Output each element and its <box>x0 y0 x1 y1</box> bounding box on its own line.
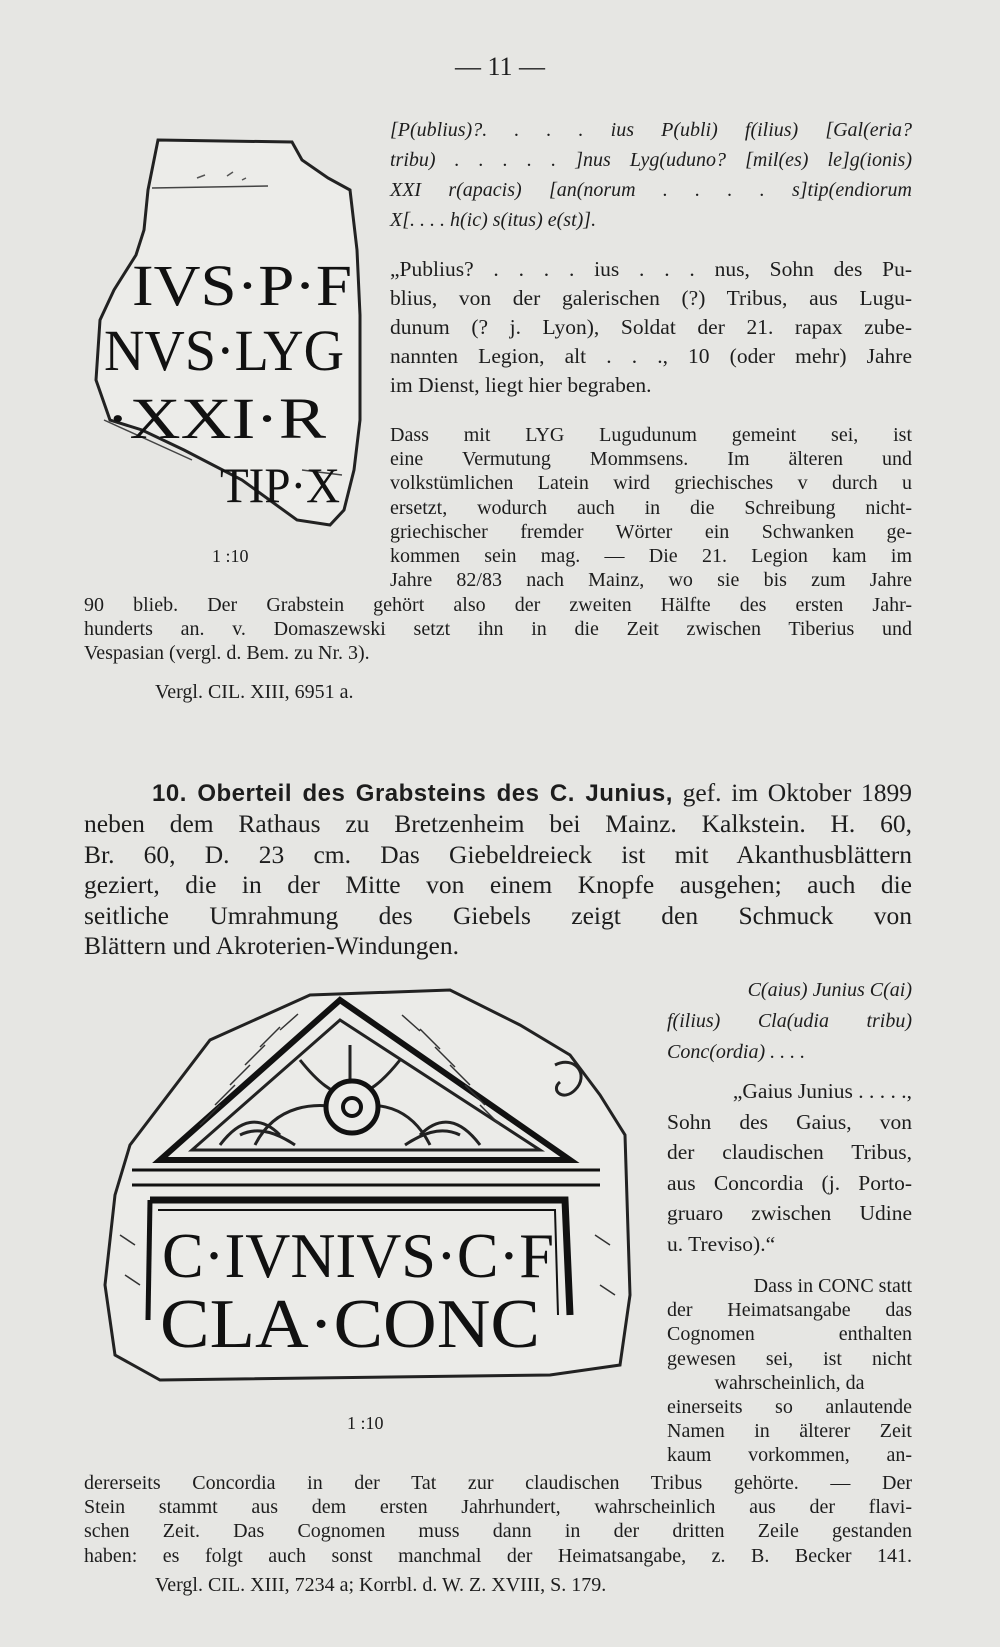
commentary-line: eine Vermutung Mommsens. Im älteren und <box>390 448 912 471</box>
entry9-commentary-full <box>84 593 912 666</box>
commentary-line: dererseits Concordia in der Tat zur claudischen Tribus gehörte. — Der <box>84 1472 912 1494</box>
transcription-line: Conc(ordia) . . . . <box>667 1041 806 1063</box>
entry10-heading-rest: gef. im Oktober 1899 <box>682 778 913 807</box>
commentary-line: wahrscheinlich, da <box>714 1371 865 1394</box>
transcription-line: tribu) . . . . . ]nus Lyg(uduno? [mil(es) le]g(ionis) <box>390 149 912 171</box>
commentary-line: Stein stammt aus dem ersten Jahrhundert, wahrscheinlich aus der flavi- <box>84 1496 912 1519</box>
entry9-reference: Vergl. CIL. XIII, 6951 a. <box>155 681 354 703</box>
entry10-transcription <box>667 975 912 1068</box>
commentary-line: schen Zeit. Das Cognomen muss dann in der dritten Zeile gestanden <box>84 1520 912 1543</box>
commentary-line: Vespasian (vergl. d. Bem. zu Nr. 3). <box>84 642 370 665</box>
commentary-line: griechischer fremder Wörter ein Schwanken ge- <box>390 520 912 543</box>
entry9-commentary-column <box>390 423 912 592</box>
gable-inscription-line-1: C·IVNIVS·C·F <box>162 1220 554 1291</box>
translation-line: „Gaius Junius . . . . ., <box>732 1079 912 1103</box>
inscription-line-1: IVS·P·F <box>132 253 352 318</box>
description-line: Blättern und Akroterien-Windungen. <box>84 931 460 960</box>
figure1-scale-label: 1 :10 <box>212 546 249 566</box>
inscription-line-4: TIP·X <box>220 457 340 513</box>
entry9-translation <box>390 255 912 400</box>
translation-line: nannten Legion, alt . . ., 10 (oder mehr) Jahre <box>390 344 912 368</box>
description-line: Br. 60, D. 23 cm. Das Giebeldreieck ist mit Akanthusblättern <box>84 839 912 869</box>
description-line: geziert, die in der Mitte von einem Knopfe ausgehen; auch die <box>84 870 912 899</box>
commentary-line: kaum vorkommen, an- <box>667 1444 912 1467</box>
commentary-line: einerseits so anlautende <box>667 1396 912 1419</box>
commentary-line: gewesen sei, ist nicht <box>667 1347 912 1370</box>
translation-line: Sohn des Gaius, von <box>667 1109 912 1134</box>
description-line: seitliche Umrahmung des Giebels zeigt den Schmuck von <box>84 900 912 930</box>
translation-line: blius, von der galerischen (?) Tribus, aus Lugu- <box>390 286 912 310</box>
translation-line: u. Treviso).“ <box>667 1231 776 1256</box>
entry10-heading-line <box>152 778 912 810</box>
commentary-line: haben: es folgt auch sonst manchmal der Heimatsangabe, z. B. Becker 141. <box>84 1544 912 1567</box>
entry10-reference: Vergl. CIL. XIII, 7234 a; Korrbl. d. W. Z. XVIII, S. 179. <box>155 1574 607 1596</box>
commentary-line: Cognomen enthalten <box>667 1323 912 1346</box>
translation-line: gruaro zwischen Udine <box>667 1201 912 1225</box>
entry10-description <box>84 809 912 962</box>
commentary-line: Jahre 82/83 nach Mainz, wo sie bis zum Jahre <box>390 569 912 592</box>
translation-line: aus Concordia (j. Porto- <box>667 1170 912 1195</box>
translation-line: der claudischen Tribus, <box>667 1140 912 1164</box>
translation-line: „Publius? . . . . ius . . . nus, Sohn des Pu- <box>390 257 912 281</box>
gable-inscription-line-2: CLA·CONC <box>160 1286 540 1363</box>
transcription-line: f(ilius) Cla(udia tribu) <box>667 1010 912 1032</box>
commentary-line: Dass in CONC statt <box>753 1275 912 1297</box>
transcription-line: C(aius) Junius C(ai) <box>747 979 912 1001</box>
commentary-line: der Heimatsangabe das <box>667 1299 912 1322</box>
gable-stone-drawing <box>100 985 640 1385</box>
inscription-line-2: NVS·LYG <box>104 318 344 383</box>
description-line: neben dem Rathaus zu Bretzenheim bei Mainz. Kalkstein. H. 60, <box>84 809 912 838</box>
transcription-line: X[. . . . h(ic) s(itus) e(st)]. <box>390 209 597 231</box>
commentary-line: ersetzt, wodurch auch in die Schreibung nicht- <box>390 496 912 519</box>
commentary-line: volkstümlichen Latein wird griechisches v durch u <box>390 472 912 495</box>
commentary-line: 90 blieb. Der Grabstein gehört also der zweiten Hälfte des ersten Jahr- <box>84 594 912 616</box>
commentary-line: hunderts an. v. Domaszewski setzt ihn in die Zeit zwischen Tiberius und <box>84 618 912 641</box>
tombstone-fragment-drawing <box>92 130 372 540</box>
entry10-heading: 10. Oberteil des Grabsteins des C. Junius, <box>152 780 673 807</box>
transcription-line: XXI r(apacis) [an(norum . . . . s]tip(endiorum <box>390 179 912 201</box>
page-number: — 11 — <box>454 52 546 81</box>
entry10-translation <box>667 1076 912 1259</box>
entry9-transcription <box>390 115 912 235</box>
translation-line: im Dienst, liegt hier begraben. <box>390 373 652 397</box>
entry10-commentary-full <box>84 1471 912 1568</box>
commentary-line: Namen in älterer Zeit <box>667 1420 912 1443</box>
figure2-scale-label: 1 :10 <box>347 1413 384 1433</box>
translation-line: dunum (? j. Lyon), Soldat der 21. rapax zube- <box>390 315 912 339</box>
entry10-commentary-column <box>667 1274 912 1468</box>
commentary-line: Dass mit LYG Lugudunum gemeint sei, ist <box>390 424 912 446</box>
inscription-line-3: ·XXI·R <box>106 386 327 451</box>
commentary-line: kommen sein mag. — Die 21. Legion kam im <box>390 545 912 568</box>
transcription-line: [P(ublius)?. . . . ius P(ubli) f(ilius) [Gal(eria? <box>390 119 912 141</box>
